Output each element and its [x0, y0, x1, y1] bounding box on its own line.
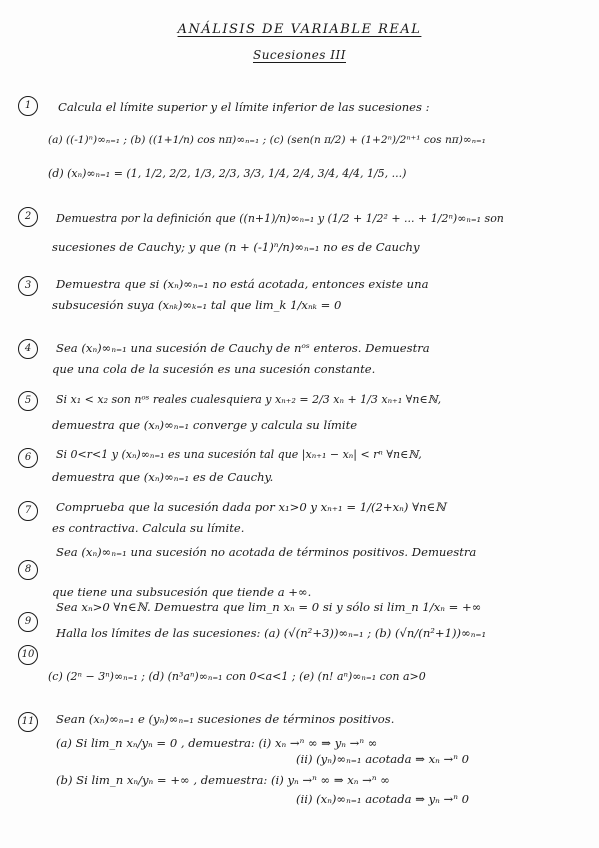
exercise-number-9: 9	[18, 612, 38, 632]
exercise-10-line-1: Halla los límites de las sucesiones: (a) (√(n²+3))∞ₙ₌₁ ; (b) (√n/(n²+1))∞ₙ₌₁	[56, 626, 487, 640]
exercise-3-line-2: subsucesión suya (xₙₖ)∞ₖ₌₁ tal que lim_k 1/xₙₖ = 0	[52, 298, 342, 312]
exercise-number-3: 3	[18, 276, 38, 296]
exercise-4-line-1: Sea (xₙ)∞ₙ₌₁ una sucesión de Cauchy de nᵒˢ enteros. Demuestra	[56, 341, 430, 355]
exercise-number-7: 7	[18, 501, 38, 521]
exercise-8-line-2: que tiene una subsucesión que tiende a +∞.	[52, 585, 312, 599]
exercise-9-line-1: Sea xₙ>0 ∀n∈ℕ. Demuestra que lim_n xₙ = 0 si y sólo si lim_n 1/xₙ = +∞	[56, 600, 482, 614]
exercise-7-line-2: es contractiva. Calcula su límite.	[52, 521, 245, 535]
exercise-6-line-2: demuestra que (xₙ)∞ₙ₌₁ es de Cauchy.	[52, 470, 274, 484]
exercise-11-line-1: Sean (xₙ)∞ₙ₌₁ e (yₙ)∞ₙ₌₁ sucesiones de términos positivos.	[56, 712, 395, 726]
exercise-number-5: 5	[18, 391, 38, 411]
page-title	[0, 22, 599, 37]
exercise-7-line-1: Comprueba que la sucesión dada por x₁>0 y xₙ₊₁ = 1/(2+xₙ) ∀n∈ℕ	[56, 500, 446, 514]
exercise-number-8: 8	[18, 560, 38, 580]
exercise-number-2: 2	[18, 207, 38, 227]
page-subtitle-text: Sucesiones III	[252, 48, 346, 62]
exercise-number-4: 4	[18, 339, 38, 359]
exercise-2-line-2: sucesiones de Cauchy; y que (n + (-1)ⁿ/n)∞ₙ₌₁ no es de Cauchy	[52, 240, 420, 254]
exercise-11-line-4: (b) Si lim_n xₙ/yₙ = +∞ , demuestra: (i) yₙ →ⁿ ∞ ⇒ xₙ →ⁿ ∞	[56, 773, 390, 787]
exercise-number-6: 6	[18, 448, 38, 468]
exercise-1-line-3: (d) (xₙ)∞ₙ₌₁ = (1, 1/2, 2/2, 1/3, 2/3, 3/3, 1/4, 2/4, 3/4, 4/4, 1/5, ...)	[48, 167, 407, 180]
exercise-4-line-2: que una cola de la sucesión es una sucesión constante.	[52, 362, 376, 376]
page-subtitle	[0, 48, 599, 62]
exercise-number-1: 1	[18, 96, 38, 116]
exercise-11-line-5: (ii) (xₙ)∞ₙ₌₁ acotada ⇒ yₙ →ⁿ 0	[296, 792, 470, 806]
exercise-3-line-1: Demuestra que si (xₙ)∞ₙ₌₁ no está acotada, entonces existe una	[56, 277, 429, 291]
exercise-1-line-1: Calcula el límite superior y el límite inferior de las sucesiones :	[58, 100, 430, 114]
exercise-10-line-2: (c) (2ⁿ − 3ⁿ)∞ₙ₌₁ ; (d) (n³aⁿ)∞ₙ₌₁ con 0<a<1 ; (e) (n! aⁿ)∞ₙ₌₁ con a>0	[48, 670, 426, 683]
exercise-2-line-1: Demuestra por la definición que ((n+1)/n)∞ₙ₌₁ y (1/2 + 1/2² + ... + 1/2ⁿ)∞ₙ₌₁ son	[56, 212, 504, 225]
exercise-11-line-2: (a) Si lim_n xₙ/yₙ = 0 , demuestra: (i) xₙ →ⁿ ∞ ⇒ yₙ →ⁿ ∞	[56, 736, 378, 750]
exercise-5-line-2: demuestra que (xₙ)∞ₙ₌₁ converge y calcula su límite	[52, 418, 358, 432]
exercise-number-10: 10	[18, 645, 38, 665]
page-title-text: ANÁLISIS DE VARIABLE REAL	[177, 22, 422, 37]
exercise-6-line-1: Si 0<r<1 y (xₙ)∞ₙ₌₁ es una sucesión tal que |xₙ₊₁ − xₙ| < rⁿ ∀n∈ℕ,	[56, 448, 422, 461]
exercise-number-11: 11	[18, 712, 38, 732]
exercise-1-line-2: (a) ((-1)ⁿ)∞ₙ₌₁ ; (b) ((1+1/n) cos nπ)∞ₙ₌₁ ; (c) (sen(n π/2) + (1+2ⁿ)/2ⁿ⁺¹ cos nπ)∞ₙ₌₁	[48, 134, 486, 146]
exercise-5-line-1: Si x₁ < x₂ son nᵒˢ reales cualesquiera y xₙ₊₂ = 2/3 xₙ + 1/3 xₙ₊₁ ∀n∈ℕ,	[56, 393, 442, 406]
exercise-11-line-3: (ii) (yₙ)∞ₙ₌₁ acotada ⇒ xₙ →ⁿ 0	[296, 752, 470, 766]
exercise-8-line-1: Sea (xₙ)∞ₙ₌₁ una sucesión no acotada de términos positivos. Demuestra	[56, 545, 477, 559]
